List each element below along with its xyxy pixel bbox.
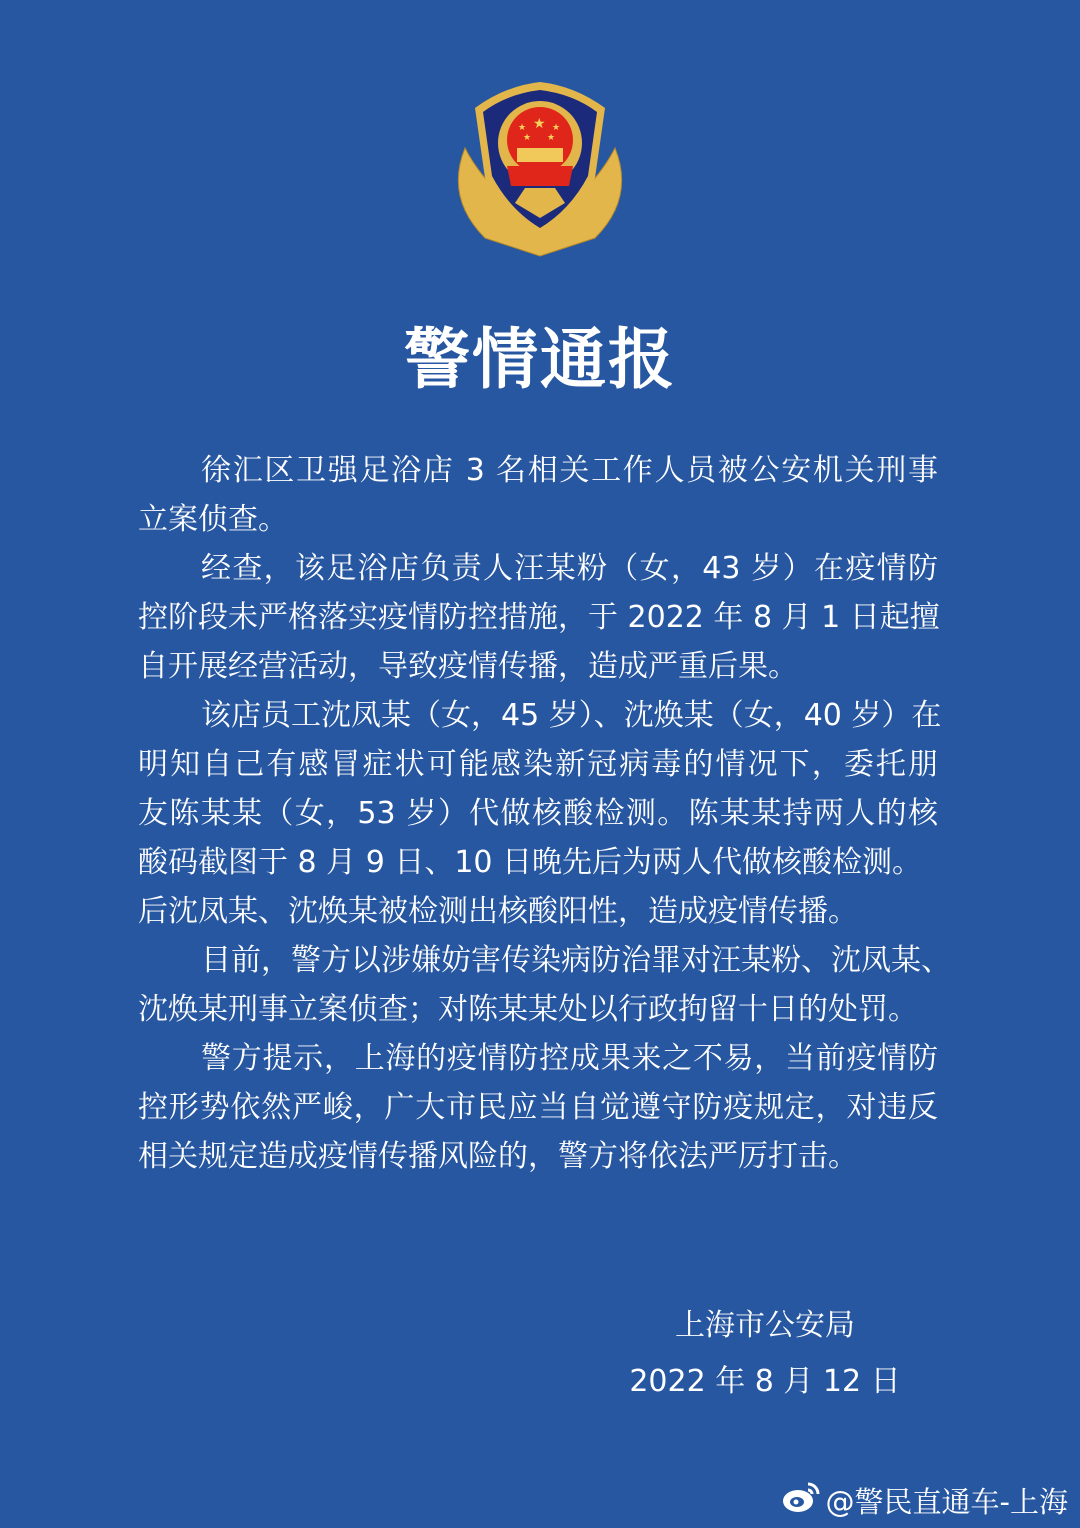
weibo-handle: @警民直通车-上海	[825, 1485, 1068, 1519]
svg-text:★: ★	[552, 123, 561, 133]
svg-text:★: ★	[523, 133, 532, 143]
svg-text:★: ★	[533, 116, 546, 132]
weibo-icon	[782, 1480, 822, 1521]
notice-body	[138, 446, 951, 1181]
svg-text:★: ★	[547, 133, 556, 143]
police-emblem	[445, 78, 635, 258]
page-title: 警情通报	[404, 321, 676, 398]
text-line: 经查，该足浴店负责人汪某粉（女，43 岁）在疫情防	[201, 551, 938, 586]
paragraph	[138, 544, 938, 691]
text-line: 警方提示，上海的疫情防控成果来之不易，当前疫情防	[201, 1041, 938, 1076]
paragraph	[138, 446, 938, 544]
text-line: 自开展经营活动，导致疫情传播，造成严重后果。	[138, 649, 798, 684]
text-line: 相关规定造成疫情传播风险的，警方将依法严厉打击。	[138, 1139, 858, 1174]
paragraph	[138, 691, 942, 936]
text-line: 该店员工沈凤某（女，45 岁）、沈焕某（女，40 岁）在	[201, 698, 942, 733]
signature-date: 2022 年 8 月 12 日	[629, 1364, 901, 1399]
text-line: 控形势依然严峻，广大市民应当自觉遵守防疫规定，对违反	[138, 1090, 938, 1125]
text-line: 立案侦查。	[138, 502, 288, 537]
weibo-watermark	[782, 1480, 1068, 1521]
text-line: 酸码截图于 8 月 9 日、10 日晚先后为两人代做核酸检测。	[138, 845, 923, 880]
text-line: 目前，警方以涉嫌妨害传染病防治罪对汪某粉、沈凤某、	[201, 943, 951, 978]
text-line: 后沈凤某、沈焕某被检测出核酸阳性，造成疫情传播。	[138, 894, 858, 929]
text-line: 徐汇区卫强足浴店 3 名相关工作人员被公安机关刑事	[201, 453, 938, 488]
paragraph	[138, 936, 951, 1034]
text-line: 控阶段未严格落实疫情防控措施，于 2022 年 8 月 1 日起擅	[138, 600, 940, 635]
text-line: 沈焕某刑事立案侦查；对陈某某处以行政拘留十日的处罚。	[138, 992, 918, 1027]
paragraph	[138, 1034, 938, 1181]
signature-org: 上海市公安局	[675, 1308, 855, 1343]
text-line: 友陈某某（女，53 岁）代做核酸检测。陈某某持两人的核	[138, 796, 938, 831]
text-line: 明知自己有感冒症状可能感染新冠病毒的情况下，委托朋	[138, 747, 938, 782]
svg-text:★: ★	[518, 123, 527, 133]
